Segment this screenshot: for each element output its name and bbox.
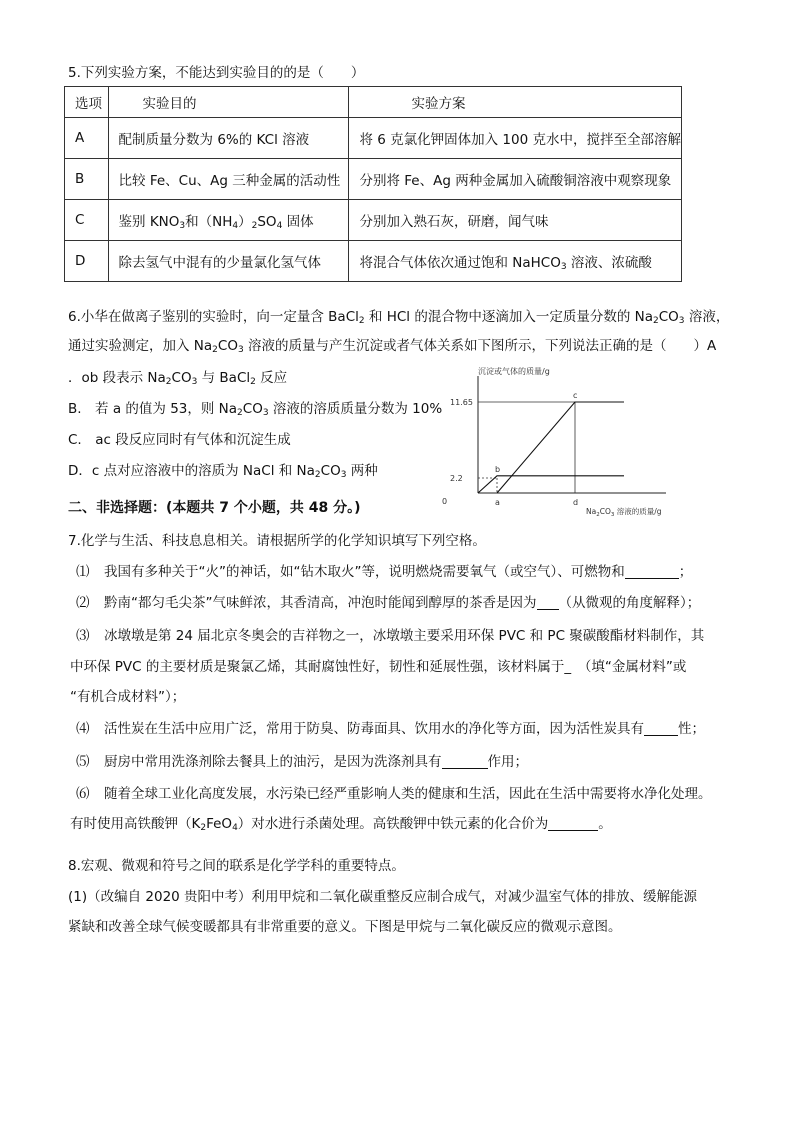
answer-blank[interactable] <box>442 754 488 769</box>
plan-cell: 将混合气体依次通过饱和 NaHCO$_3$ 溶液、浓硫酸 <box>349 241 682 282</box>
q6-chart <box>440 362 700 520</box>
q8-part1-line2: 紧缺和改善全球气候变暖都具有非常重要的意义。下图是甲烷与二氧化碳反应的微观示意图。 <box>68 919 622 935</box>
q5-stem: 5.下列实验方案，不能达到实验目的的是（ ） <box>68 65 365 81</box>
header-option: 选项 <box>65 87 109 118</box>
q8-stem: 8.宏观、微观和符号之间的联系是化学学科的重要特点。 <box>68 858 405 874</box>
chart-x-axis-label: $Na_2CO_3$ 溶液的质量/g <box>586 507 662 518</box>
table-row <box>65 241 682 282</box>
table-header-row <box>65 87 682 118</box>
goal-cell: 除去氢气中混有的少量氯化氢气体 <box>108 241 349 282</box>
answer-blank[interactable] <box>537 595 559 610</box>
goal-cell: 配制质量分数为 6%的 KCl 溶液 <box>108 118 349 159</box>
chart-origin-label: 0 <box>442 497 448 506</box>
q8-part1-line1: (1)（改编自 2020 贵阳中考）利用甲烷和二氧化碳重整反应制合成气，对减少温室气体的排放、缓解能源 <box>68 889 698 905</box>
q7-item-5: ⑸ 厨房中常用洗涤剂除去餐具上的油污，是因为洗涤剂具有 作用； <box>76 754 528 770</box>
option-cell: A <box>65 118 109 159</box>
q7-item-2: ⑵ 黔南“都匀毛尖茶”气味鲜浓，其香清高，冲泡时能闻到醇厚的茶香是因为 （从微观的角度解释）； <box>76 595 701 611</box>
q7-stem: 7.化学与生活、科技息息相关。请根据所学的化学知识填写下列空格。 <box>68 533 486 549</box>
plan-cell: 分别加入熟石灰，研磨，闻气味 <box>349 200 682 241</box>
chart-point-label-a: a <box>495 498 500 507</box>
option-cell: C <box>65 200 109 241</box>
plan-cell: 将 6 克氯化钾固体加入 100 克水中，搅拌至全部溶解 <box>349 118 682 159</box>
section-title-nonchoice: 二、非选择题：(本题共 7 个小题，共 48 分。) <box>68 500 361 516</box>
chart-point-label-d: d <box>573 498 579 507</box>
table-row <box>65 159 682 200</box>
q7-item-3: ⑶ 冰墩墩是第 24 届北京冬奥会的吉祥物之一，冰墩墩主要采用环保 PVC 和 PC 聚碳酸酯材料制作，其 <box>76 628 705 644</box>
q5-table <box>64 86 682 282</box>
q6-option-d: D．c 点对应溶液中的溶质为 NaCl 和 $Na_2CO_3$ 两种 <box>68 463 378 480</box>
q6-stem-line1: 6.小华在做离子鉴别的实验时，向一定量含 BaCl$_2$ 和 HCl 的混合物中逐滴加入一定质量分数的 $Na_2CO_3$ 溶液， <box>68 309 730 326</box>
q6-option-a: ．ob 段表示 $Na_2CO_3$ 与 BaCl$_2$ 反应 <box>68 370 288 387</box>
goal-cell: 鉴别 $KNO_3$和$(NH_4)_2SO_4$ 固体 <box>108 200 349 241</box>
chart-point-label-b: b <box>495 465 501 474</box>
q7-item-3-line2: 中环保 PVC 的主要材质是聚氯乙烯，其耐腐蚀性好，韧性和延展性强，该材料属于_ （填“金属材料”或 <box>70 659 687 675</box>
q7-item-3-line3: “有机合成材料”）； <box>70 689 186 705</box>
header-goal: 实验目的 <box>108 87 349 118</box>
q6-option-c: C. ac 段反应同时有气体和沉淀生成 <box>68 432 291 448</box>
header-plan: 实验方案 <box>349 87 682 118</box>
chart-series-precipitate <box>497 402 624 493</box>
q7-item-4: ⑷ 活性炭在生活中应用广泛，常用于防臭、防毒面具、饮用水的净化等方面，因为活性炭具有 性； <box>76 721 705 737</box>
option-cell: D <box>65 241 109 282</box>
q6-stem-line2: 通过实验测定，加入 $Na_2CO_3$ 溶液的质量与产生沉淀或者气体关系如下图所示，下列说法正确的是（ ）A <box>68 338 717 355</box>
goal-cell: 比较 Fe、Cu、Ag 三种金属的活动性 <box>108 159 349 200</box>
answer-blank[interactable] <box>548 816 598 831</box>
chart-point-label-c: c <box>573 391 578 400</box>
table-row <box>65 118 682 159</box>
answer-blank[interactable] <box>644 721 678 736</box>
answer-blank[interactable] <box>625 564 679 579</box>
plan-cell: 分别将 Fe、Ag 两种金属加入硫酸铜溶液中观察现象 <box>349 159 682 200</box>
q7-item-1: ⑴ 我国有多种关于“火”的神话，如“钻木取火”等，说明燃烧需要氧气（或空气）、可燃物和 ； <box>76 564 693 580</box>
table-row <box>65 200 682 241</box>
q6-option-b: B. 若 a 的值为 53，则 $Na_2CO_3$ 溶液的溶质质量分数为 10% <box>68 401 443 418</box>
option-cell: B <box>65 159 109 200</box>
chart-y-axis-label: 沉淀或气体的质量/g <box>478 367 550 376</box>
chart-y-tick-label: 11.65 <box>450 398 473 407</box>
q7-item-6-line2: 有时使用高铁酸钾$(K_2FeO_4)$对水进行杀菌处理。高铁酸钾中铁元素的化合价为 。 <box>70 816 612 833</box>
chart-y-tick-label: 2.2 <box>450 474 463 483</box>
q7-item-6: ⑹ 随着全球工业化高度发展，水污染已经严重影响人类的健康和生活，因此在生活中需要将水净化处理。 <box>76 786 712 802</box>
